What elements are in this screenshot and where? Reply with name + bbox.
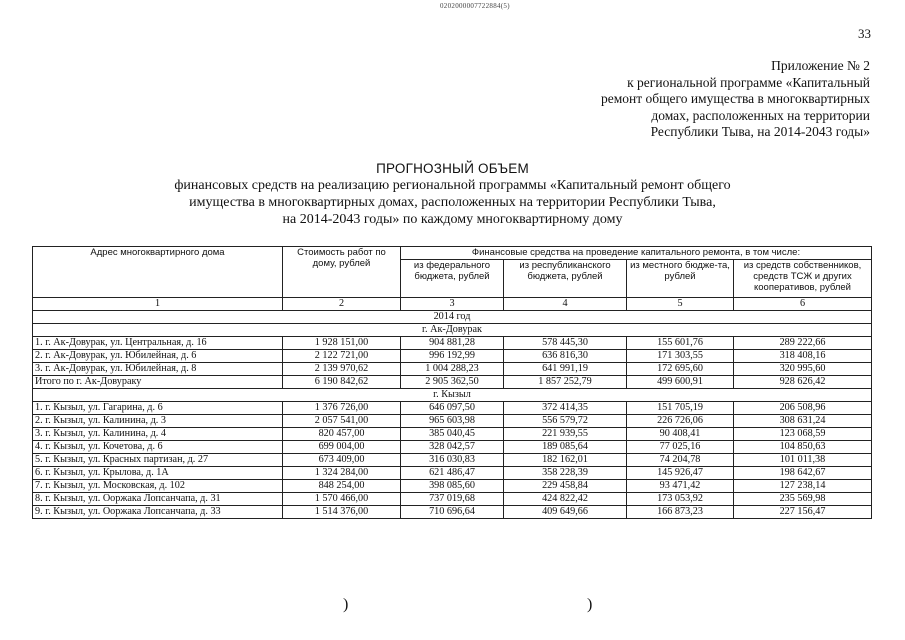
amount-cell: 398 085,60 bbox=[401, 480, 504, 493]
header-funds: Финансовые средства на проведение капитального ремонта, в том числе: bbox=[401, 247, 872, 260]
amount-cell: 318 408,16 bbox=[734, 350, 872, 363]
amount-cell: 372 414,35 bbox=[504, 402, 627, 415]
scan-mark: ) bbox=[343, 596, 349, 613]
funding-table bbox=[32, 246, 872, 519]
city2-rows bbox=[33, 402, 872, 519]
amount-cell: 182 162,01 bbox=[504, 454, 627, 467]
table-body bbox=[33, 311, 872, 337]
amount-cell: 1 570 466,00 bbox=[283, 493, 401, 506]
col-number: 6 bbox=[734, 298, 872, 311]
city-row: г. Ак-Довурак bbox=[33, 324, 872, 337]
table-row bbox=[33, 402, 872, 415]
amount-cell: 90 408,41 bbox=[627, 428, 734, 441]
amount-cell: 316 030,83 bbox=[401, 454, 504, 467]
amount-cell: 904 881,28 bbox=[401, 337, 504, 350]
amount-cell: 820 457,00 bbox=[283, 428, 401, 441]
appendix-line: ремонт общего имущества в многоквартирных bbox=[600, 91, 870, 106]
amount-cell: 235 569,98 bbox=[734, 493, 872, 506]
table-row bbox=[33, 350, 872, 363]
document-title bbox=[0, 160, 905, 228]
address-cell: 2. г. Кызыл, ул. Калинина, д. 3 bbox=[33, 415, 283, 428]
address-cell: 4. г. Кызыл, ул. Кочетова, д. 6 bbox=[33, 441, 283, 454]
table-row bbox=[33, 441, 872, 454]
year-row: 2014 год bbox=[33, 311, 872, 324]
title-line: на 2014-2043 годы» по каждому многоквартирному дому bbox=[282, 212, 623, 227]
total-cell: 6 190 842,62 bbox=[283, 376, 401, 389]
appendix-line: Приложение № 2 bbox=[771, 58, 870, 73]
amount-cell: 127 238,14 bbox=[734, 480, 872, 493]
title-heading: ПРОГНОЗНЫЙ ОБЪЕМ bbox=[376, 161, 529, 176]
city-row: г. Кызыл bbox=[33, 389, 872, 402]
total-label: Итого по г. Ак-Довураку bbox=[33, 376, 283, 389]
amount-cell: 104 850,63 bbox=[734, 441, 872, 454]
table-row bbox=[33, 493, 872, 506]
amount-cell: 636 816,30 bbox=[504, 350, 627, 363]
amount-cell: 77 025,16 bbox=[627, 441, 734, 454]
amount-cell: 2 122 721,00 bbox=[283, 350, 401, 363]
amount-cell: 1 324 284,00 bbox=[283, 467, 401, 480]
amount-cell: 145 926,47 bbox=[627, 467, 734, 480]
amount-cell: 171 303,55 bbox=[627, 350, 734, 363]
header-cost: Стоимость работ по дому, рублей bbox=[283, 247, 401, 298]
amount-cell: 848 254,00 bbox=[283, 480, 401, 493]
amount-cell: 2 139 970,62 bbox=[283, 363, 401, 376]
col-number: 1 bbox=[33, 298, 283, 311]
amount-cell: 229 458,84 bbox=[504, 480, 627, 493]
table-row bbox=[33, 467, 872, 480]
amount-cell: 2 057 541,00 bbox=[283, 415, 401, 428]
amount-cell: 556 579,72 bbox=[504, 415, 627, 428]
table-row bbox=[33, 363, 872, 376]
amount-cell: 221 939,55 bbox=[504, 428, 627, 441]
amount-cell: 227 156,47 bbox=[734, 506, 872, 519]
amount-cell: 93 471,42 bbox=[627, 480, 734, 493]
address-cell: 1. г. Кызыл, ул. Гагарина, д. 6 bbox=[33, 402, 283, 415]
table-row bbox=[33, 454, 872, 467]
appendix-line: к региональной программе «Капитальный bbox=[627, 74, 870, 90]
header-address: Адрес многоквартирного дома bbox=[33, 247, 283, 298]
table-row bbox=[33, 337, 872, 350]
amount-cell: 155 601,76 bbox=[627, 337, 734, 350]
address-cell: 1. г. Ак-Довурак, ул. Центральная, д. 16 bbox=[33, 337, 283, 350]
amount-cell: 737 019,68 bbox=[401, 493, 504, 506]
col-number: 3 bbox=[401, 298, 504, 311]
amount-cell: 172 695,60 bbox=[627, 363, 734, 376]
amount-cell: 328 042,57 bbox=[401, 441, 504, 454]
address-cell: 8. г. Кызыл, ул. Ооржака Лопсанчапа, д. 31 bbox=[33, 493, 283, 506]
amount-cell: 621 486,47 bbox=[401, 467, 504, 480]
amount-cell: 173 053,92 bbox=[627, 493, 734, 506]
page-number: 33 bbox=[858, 26, 871, 41]
total-cell: 499 600,91 bbox=[627, 376, 734, 389]
amount-cell: 1 376 726,00 bbox=[283, 402, 401, 415]
amount-cell: 123 068,59 bbox=[734, 428, 872, 441]
amount-cell: 385 040,45 bbox=[401, 428, 504, 441]
table-row bbox=[33, 480, 872, 493]
address-cell: 3. г. Кызыл, ул. Калинина, д. 4 bbox=[33, 428, 283, 441]
amount-cell: 74 204,78 bbox=[627, 454, 734, 467]
amount-cell: 710 696,64 bbox=[401, 506, 504, 519]
amount-cell: 101 011,38 bbox=[734, 454, 872, 467]
amount-cell: 226 726,06 bbox=[627, 415, 734, 428]
address-cell: 5. г. Кызыл, ул. Красных партизан, д. 27 bbox=[33, 454, 283, 467]
table-row bbox=[33, 506, 872, 519]
amount-cell: 409 649,66 bbox=[504, 506, 627, 519]
appendix-line: домах, расположенных на территории bbox=[651, 107, 870, 123]
table-row bbox=[33, 415, 872, 428]
scan-mark: ) bbox=[587, 596, 593, 613]
appendix-line: Республики Тыва, на 2014-2043 годы» bbox=[650, 124, 870, 139]
amount-cell: 289 222,66 bbox=[734, 337, 872, 350]
amount-cell: 965 603,98 bbox=[401, 415, 504, 428]
amount-cell: 646 097,50 bbox=[401, 402, 504, 415]
amount-cell: 166 873,23 bbox=[627, 506, 734, 519]
amount-cell: 578 445,30 bbox=[504, 337, 627, 350]
header-federal: из федерального бюджета, рублей bbox=[401, 260, 504, 298]
address-cell: 2. г. Ак-Довурак, ул. Юбилейная, д. 6 bbox=[33, 350, 283, 363]
col-number: 2 bbox=[283, 298, 401, 311]
amount-cell: 206 508,96 bbox=[734, 402, 872, 415]
address-cell: 9. г. Кызыл, ул. Ооржака Лопсанчапа, д. 33 bbox=[33, 506, 283, 519]
total-cell: 2 905 362,50 bbox=[401, 376, 504, 389]
amount-cell: 1 004 288,23 bbox=[401, 363, 504, 376]
header-local: из местного бюдже-та, рублей bbox=[627, 260, 734, 298]
amount-cell: 189 085,64 bbox=[504, 441, 627, 454]
total-cell: 928 626,42 bbox=[734, 376, 872, 389]
amount-cell: 320 995,60 bbox=[734, 363, 872, 376]
amount-cell: 1 928 151,00 bbox=[283, 337, 401, 350]
col-number: 4 bbox=[504, 298, 627, 311]
address-cell: 7. г. Кызыл, ул. Московская, д. 102 bbox=[33, 480, 283, 493]
total-row bbox=[33, 376, 872, 389]
document-code: 0202000007722884(5) bbox=[440, 2, 510, 10]
header-republic: из республиканского бюджета, рублей bbox=[504, 260, 627, 298]
amount-cell: 424 822,42 bbox=[504, 493, 627, 506]
amount-cell: 641 991,19 bbox=[504, 363, 627, 376]
amount-cell: 358 228,39 bbox=[504, 467, 627, 480]
title-line: имущества в многоквартирных домах, расположенных на территории Республики Тыва, bbox=[189, 195, 716, 210]
header-owners: из средств собственников, средств ТСЖ и других кооперативов, рублей bbox=[734, 260, 872, 298]
table-row bbox=[33, 428, 872, 441]
total-cell: 1 857 252,79 bbox=[504, 376, 627, 389]
col-number: 5 bbox=[627, 298, 734, 311]
amount-cell: 308 631,24 bbox=[734, 415, 872, 428]
amount-cell: 673 409,00 bbox=[283, 454, 401, 467]
address-cell: 6. г. Кызыл, ул. Крылова, д. 1А bbox=[33, 467, 283, 480]
amount-cell: 699 004,00 bbox=[283, 441, 401, 454]
title-line: финансовых средств на реализацию региональной программы «Капитальный ремонт общего bbox=[174, 178, 731, 193]
appendix-block bbox=[560, 58, 870, 141]
amount-cell: 1 514 376,00 bbox=[283, 506, 401, 519]
amount-cell: 151 705,19 bbox=[627, 402, 734, 415]
amount-cell: 996 192,99 bbox=[401, 350, 504, 363]
amount-cell: 198 642,67 bbox=[734, 467, 872, 480]
address-cell: 3. г. Ак-Довурак, ул. Юбилейная, д. 8 bbox=[33, 363, 283, 376]
